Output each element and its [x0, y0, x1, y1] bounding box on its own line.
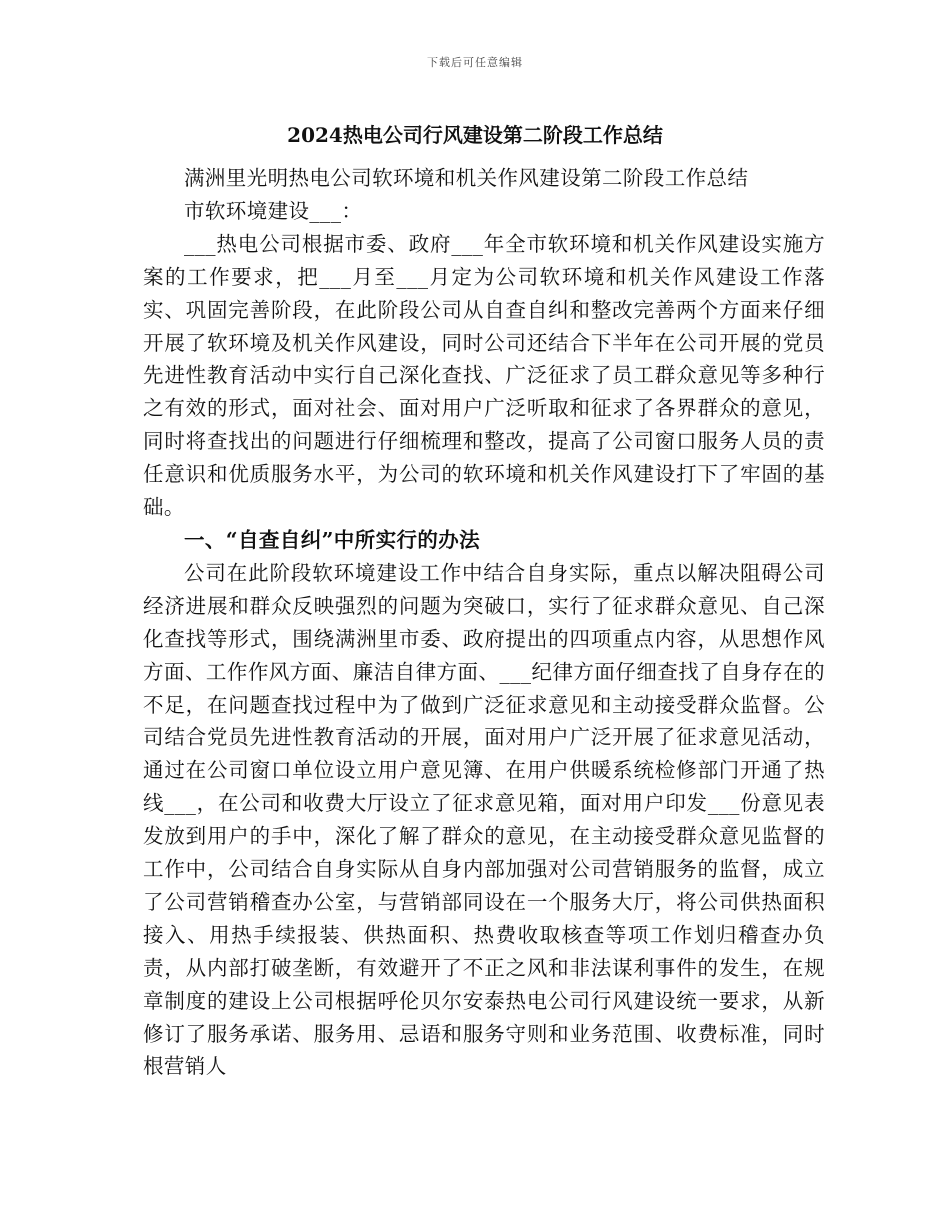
document-body: [143, 162, 825, 1083]
page-header-note: 下载后可任意编辑: [427, 56, 523, 69]
section-1-paragraph: 公司在此阶段软环境建设工作中结合自身实际，重点以解决阻碍公司经济进展和群众反映强烈的问题为突破口，实行了征求群众意见、自己深化查找等形式，围绕满洲里市委、政府提出的四项重点内容，从思想作风方面、工作作风方面、廉洁自律方面、___纪律方面仔细查找了自身存在的不足，在问题查找过程中为了做到广泛征求意见和主动接受群众监督。公司结合党员先进性教育活动的开展，面对用户广泛开展了征求意见活动，通过在公司窗口单位设立用户意见簿、在用户供暖系统检修部门开通了热线___，在公司和收费大厅设立了征求意见箱，面对用户印发___份意见表发放到用户的手中，深化了解了群众的意见，在主动接受群众意见监督的工作中，公司结合自身实际从自身内部加强对公司营销服务的监督，成立了公司营销稽查办公室，与营销部同设在一个服务大厅，将公司供热面积接入、用热手续报装、供热面积、热费收取核查等项工作划归稽查办负责，从内部打破垄断，有效避开了不正之风和非法谋利事件的发生，在规章制度的建设上公司根据呼伦贝尔安泰热电公司行风建设统一要求，从新修订了服务承诺、服务用、忌语和服务守则和业务范围、收费标准，同时根营销人: [143, 560, 825, 1079]
document-title: 2024热电公司行风建设第二阶段工作总结: [287, 123, 663, 147]
intro-paragraph: ___热电公司根据市委、政府___年全市软环境和机关作风建设实施方案的工作要求，把___月至___月定为公司软环境和机关作风建设工作落实、巩固完善阶段，在此阶段公司从自查自纠和整改完善两个方面来仔细开展了软环境及机关作风建设，同时公司还结合下半年在公司开展的党员先进性教育活动中实行自己深化查找、广泛征求了员工群众意见等多种行之有效的形式，面对社会、面对用户广泛听取和征求了各界群众的意见，同时将查找出的问题进行仔细梳理和整改，提高了公司窗口服务人员的责任意识和优质服务水平，为公司的软环境和机关作风建设打下了牢固的基础。: [143, 231, 825, 520]
section-1-heading: 一、“自查自纠”中所实行的办法: [184, 527, 481, 552]
document-subtitle: 满洲里光明热电公司软环境和机关作风建设第二阶段工作总结: [184, 166, 749, 190]
salutation: 市软环境建设___：: [184, 198, 363, 223]
